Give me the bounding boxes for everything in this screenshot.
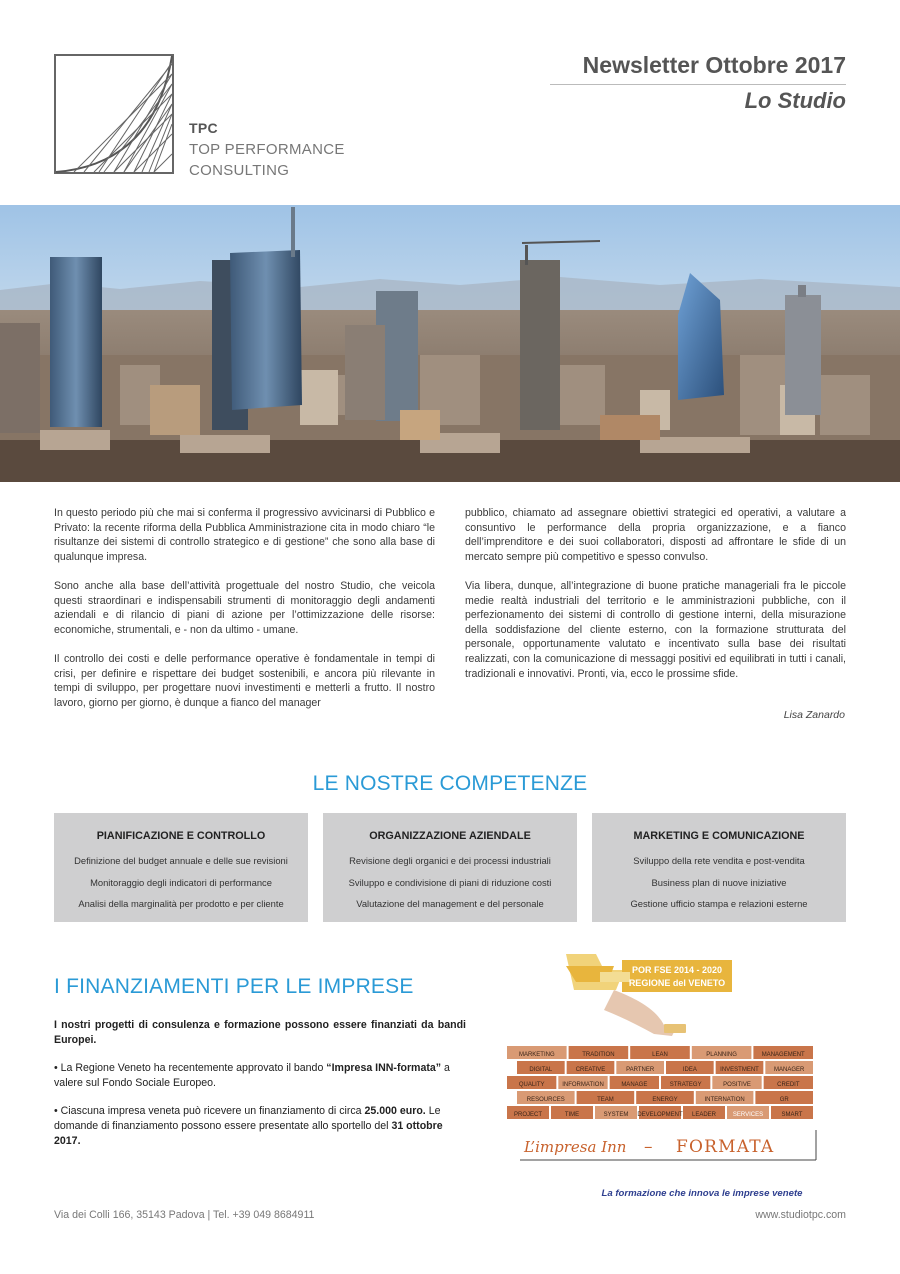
card-item: Sviluppo e condivisione di piani di riduzione costi [348,876,552,888]
poster-tagline: La formazione che innova le imprese venete [601,1188,803,1199]
brick-label: MANAGEMENT [761,1052,805,1058]
poster-brick [716,1061,764,1074]
author-signature: Lisa Zanardo [783,709,845,721]
poster-brick [637,1106,683,1119]
poster-brick [630,1046,690,1059]
poster-brick [507,1106,549,1119]
footer-website[interactable]: www.studiotpc.com [755,1209,846,1221]
poster-brick [507,1076,556,1089]
card-item: Business plan di nuove iniziative [651,876,787,888]
poster-brick [755,1091,813,1104]
intro-paragraph: pubblico, chiamato ad assegnare obiettivi strategici ed operativi, a valutare a consuntivo le performance della propria organizzazione, e a fianco dell’imprenditore e dei suoi collaboratori, disposti ad affrontare le sfide di un mercato sempre più competitivo e spesso convulso. [465,507,846,563]
brick-label: TEAM [597,1097,614,1103]
brick-label: MARKETING [518,1052,555,1058]
newsletter-title: Newsletter Ottobre 2017 [582,52,846,78]
poster-brick [577,1091,635,1104]
poster-brick [753,1046,813,1059]
company-name [189,118,345,181]
brick-label: RESOURCES [526,1097,565,1103]
poster-brick [764,1076,813,1089]
poster-brick [567,1061,615,1074]
card-item: Revisione degli organici e dei processi industriali [349,855,551,866]
brick-label: SERVICES [732,1112,764,1118]
brick-label: GR [779,1097,789,1103]
brick-label: SMART [781,1112,803,1118]
brick-label: TRADITION [582,1052,615,1058]
card-item: Gestione ufficio stampa e relazioni esterne [630,898,808,909]
competence-card-pianificazione [54,813,308,922]
brick-label: CREATIVE [575,1067,606,1073]
card-item: Monitoraggio degli indicatori di performance [90,876,272,888]
card-heading: ORGANIZZAZIONE AZIENDALE [369,830,531,842]
finanziamenti-title: I FINANZIAMENTI PER LE IMPRESE [54,975,414,998]
card-item: Sviluppo della rete vendita e post-vendita [633,855,805,866]
poster-brick [595,1106,637,1119]
logo-mark-icon [54,54,174,174]
finanziamenti-bullet: • Ciascuna impresa veneta può ricevere un finanziamento di circa 25.000 euro. Le domande di finanziamento possono essere presentate allo sportello del 31 ottobre 2017. [54,1105,443,1147]
poster-brick [765,1061,813,1074]
finanziamenti-text [54,1018,466,1162]
brick-label: INVESTMENT [720,1067,759,1073]
brick-label: PROJECT [513,1112,543,1118]
competence-card-organizzazione [323,813,577,922]
poster-brick [696,1091,754,1104]
company-name-line2: CONSULTING [189,162,290,179]
brick-label: DIGITAL [529,1067,553,1073]
brick-label: MANAGER [773,1067,805,1073]
poster-brick [692,1046,752,1059]
poster-brick [616,1061,664,1074]
company-name-line1: TOP PERFORMANCE [189,141,345,158]
brick-label: PARTNER [626,1067,655,1073]
brick-label: CREDIT [777,1082,800,1088]
poster-title-script: L’impresa Inn [524,1138,627,1156]
brick-label: DEVELOPMENT [637,1112,683,1118]
poster-brick [666,1061,714,1074]
brick-label: LEADER [691,1112,717,1118]
poster-brick [558,1076,607,1089]
company-abbr: TPC [189,120,218,136]
brick-label: INFORMATION [562,1082,604,1088]
brick-label: LEAN [652,1052,668,1058]
poster-brick [661,1076,710,1089]
poster-brick [727,1106,769,1119]
poster-brick [517,1061,565,1074]
poster-brick [517,1091,575,1104]
poster-brick [551,1106,593,1119]
poster-brick [683,1106,725,1119]
intro-column-left [54,506,435,725]
banner-line1: POR FSE 2014 - 2020 [631,965,723,975]
intro-paragraph: Via libera, dunque, all’integrazione di buone pratiche manageriali fra le piccole medie realtà industriali del territorio e le amministrazioni pubbliche, con il perfezionamento dei sistemi di controllo di gestione interni, della misurazione della soddisfazione del cliente esterno, con la formazione strutturata del personale, opportunamente valutato e incentivato sulla base dei risultati realizzati, con la comunicazione di messaggi positivi ed equilibrati in tutti i canali, tradizionali e innovativi. Pronti, via, ecco le prossime sfide. [465,579,846,680]
brick-label: ENERGY [652,1097,678,1103]
poster-brick [569,1046,629,1059]
competence-card-marketing [592,813,846,922]
brick-label: TIME [564,1112,580,1118]
poster-brick [636,1091,694,1104]
card-item: Analisi della marginalità per prodotto e per cliente [78,898,284,909]
brick-label: QUALITY [518,1082,545,1088]
city-skyline-photo [0,205,900,482]
poster-brick [712,1076,761,1089]
poster-brick [507,1046,567,1059]
intro-column-right [465,506,846,696]
finanziamenti-lead: I nostri progetti di consulenza e formazione possono essere finanziati da bandi Europei. [54,1019,466,1046]
brick-label: INTERNATION [704,1097,745,1103]
intro-paragraph: Sono anche alla base dell’attività progettuale del nostro Studio, che veicola questi straordinari e indispensabili strumenti di monitoraggio degli andamenti aziendali e di rilancio di piani di azione per l’ottimizzazione delle risorse: economiche, strumentali, e - non da ultimo - umane. [54,579,435,636]
competenze-title: LE NOSTRE COMPETENZE [312,772,588,795]
newsletter-subtitle: Lo Studio [744,88,846,113]
card-heading: MARKETING E COMUNICAZIONE [633,830,805,842]
banner-line2: REGIONE del VENETO [628,978,726,988]
poster-brick [771,1106,813,1119]
impresa-inn-formata-poster [504,950,846,1200]
card-item: Valutazione del management e del personale [356,898,544,909]
poster-title-dash: – [644,1137,653,1157]
poster-title-caps: FORMATA [676,1137,775,1157]
brick-label: MANAGE [621,1082,648,1088]
poster-brick [610,1076,659,1089]
brick-label: SYSTEM [603,1112,629,1118]
card-heading: PIANIFICAZIONE E CONTROLLO [96,830,266,842]
intro-paragraph: In questo periodo più che mai si conferma il progressivo avvicinarsi di Pubblico e Privato: la recente riforma della Pubblica Amministrazione cita in modo chiaro “le risultanze dei sistemi di controllo strategico e di gestione” che sono alla base di qualunque impresa. [54,507,435,563]
brick-label: IDEA [682,1067,697,1073]
footer-address: Via dei Colli 166, 35143 Padova | Tel. +39 049 8684911 [54,1209,315,1221]
brick-label: POSITIVE [723,1082,751,1088]
tpc-logo [54,54,174,174]
brick-label: PLANNING [706,1052,737,1058]
header-divider [550,84,846,85]
card-item: Definizione del budget annuale e delle sue revisioni [74,855,288,866]
brick-label: STRATEGY [669,1082,702,1088]
finanziamenti-bullet: • La Regione Veneto ha recentemente approvato il bando “Impresa INN-formata” a valere sul Fondo Sociale Europeo. [54,1062,450,1089]
intro-paragraph: Il controllo dei costi e delle performance operative è fondamentale in tempi di crisi, per definire e rispettare dei budget sostenibili, e ancora più rilevante in tempi di sviluppo, per progettare nuovi investimenti e metterli a frutto. Il nostro lavoro, giorno per giorno, è dunque a fianco del manager [54,652,435,709]
